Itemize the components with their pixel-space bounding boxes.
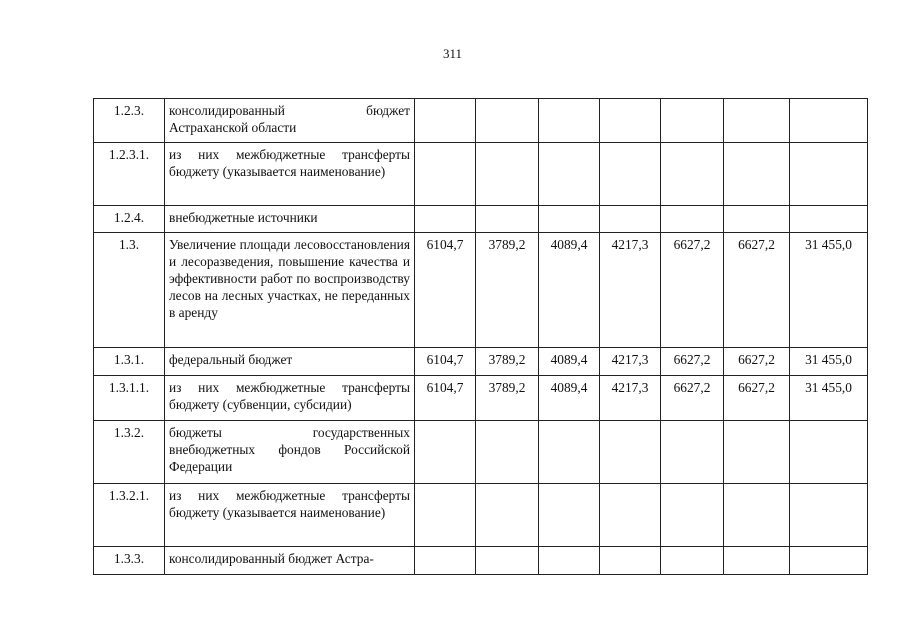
value-cell [415, 547, 476, 575]
value-cell [600, 547, 661, 575]
value-cell [476, 421, 539, 484]
value-cell [724, 421, 790, 484]
table-row [94, 233, 868, 348]
value-cell [476, 143, 539, 206]
table-row [94, 99, 868, 143]
row-description: из них межбюджетные трансферты бюджету (указывается наименование) [165, 143, 415, 206]
table-row [94, 547, 868, 575]
row-code: 1.2.4. [94, 206, 165, 233]
row-description: из них межбюджетные трансферты бюджету (указывается наименование) [165, 484, 415, 547]
value-cell: 4217,3 [600, 233, 661, 348]
value-cell: 6627,2 [661, 233, 724, 348]
value-cell: 4217,3 [600, 348, 661, 376]
value-cell [661, 547, 724, 575]
value-cell: 3789,2 [476, 233, 539, 348]
value-cell [476, 484, 539, 547]
total-cell [790, 484, 868, 547]
total-cell [790, 143, 868, 206]
value-cell [600, 99, 661, 143]
row-description: внебюджетные источники [165, 206, 415, 233]
value-cell [539, 547, 600, 575]
value-cell: 6627,2 [661, 348, 724, 376]
value-cell [415, 143, 476, 206]
total-cell [790, 421, 868, 484]
row-code: 1.3. [94, 233, 165, 348]
value-cell [724, 143, 790, 206]
row-description: федеральный бюджет [165, 348, 415, 376]
value-cell [661, 99, 724, 143]
value-cell: 6104,7 [415, 233, 476, 348]
total-cell [790, 547, 868, 575]
value-cell [539, 421, 600, 484]
value-cell: 6104,7 [415, 376, 476, 421]
value-cell: 4217,3 [600, 376, 661, 421]
row-code: 1.2.3. [94, 99, 165, 143]
value-cell [539, 484, 600, 547]
value-cell: 6104,7 [415, 348, 476, 376]
value-cell [476, 206, 539, 233]
table-row [94, 376, 868, 421]
value-cell [661, 421, 724, 484]
value-cell [476, 99, 539, 143]
value-cell: 4089,4 [539, 376, 600, 421]
value-cell [415, 206, 476, 233]
total-cell: 31 455,0 [790, 233, 868, 348]
value-cell [600, 143, 661, 206]
value-cell: 4089,4 [539, 348, 600, 376]
value-cell: 6627,2 [724, 376, 790, 421]
value-cell [661, 206, 724, 233]
value-cell [724, 484, 790, 547]
value-cell [415, 421, 476, 484]
value-cell: 6627,2 [724, 233, 790, 348]
value-cell [724, 206, 790, 233]
row-code: 1.2.3.1. [94, 143, 165, 206]
total-cell [790, 99, 868, 143]
table-row [94, 348, 868, 376]
table-row [94, 421, 868, 484]
value-cell [415, 99, 476, 143]
table-row [94, 143, 868, 206]
total-cell: 31 455,0 [790, 376, 868, 421]
value-cell: 4089,4 [539, 233, 600, 348]
value-cell [539, 206, 600, 233]
value-cell [600, 206, 661, 233]
budget-table [93, 98, 868, 575]
total-cell: 31 455,0 [790, 348, 868, 376]
row-description: консолидированный бюджет Астраханской области [165, 99, 415, 143]
value-cell [415, 484, 476, 547]
value-cell [476, 547, 539, 575]
row-description: Увеличение площади лесовосстановления и лесоразведения, повышение качества и эффективности работ по воспроизводству лесов на лесных участках, не переданных в аренду [165, 233, 415, 348]
row-code: 1.3.1.1. [94, 376, 165, 421]
value-cell [661, 484, 724, 547]
value-cell [539, 143, 600, 206]
value-cell [724, 547, 790, 575]
row-description: из них межбюджетные трансферты бюджету (субвенции, субсидии) [165, 376, 415, 421]
table-row [94, 484, 868, 547]
total-cell [790, 206, 868, 233]
value-cell [600, 421, 661, 484]
value-cell [724, 99, 790, 143]
value-cell: 6627,2 [724, 348, 790, 376]
table-row [94, 206, 868, 233]
row-description: бюджеты государственных внебюджетных фондов Российской Федерации [165, 421, 415, 484]
value-cell: 6627,2 [661, 376, 724, 421]
row-code: 1.3.2.1. [94, 484, 165, 547]
page-number: 311 [442, 46, 463, 61]
value-cell: 3789,2 [476, 348, 539, 376]
row-code: 1.3.2. [94, 421, 165, 484]
value-cell [600, 484, 661, 547]
row-description: консолидированный бюджет Астра- [165, 547, 415, 575]
value-cell [539, 99, 600, 143]
row-code: 1.3.1. [94, 348, 165, 376]
value-cell: 3789,2 [476, 376, 539, 421]
value-cell [661, 143, 724, 206]
row-code: 1.3.3. [94, 547, 165, 575]
